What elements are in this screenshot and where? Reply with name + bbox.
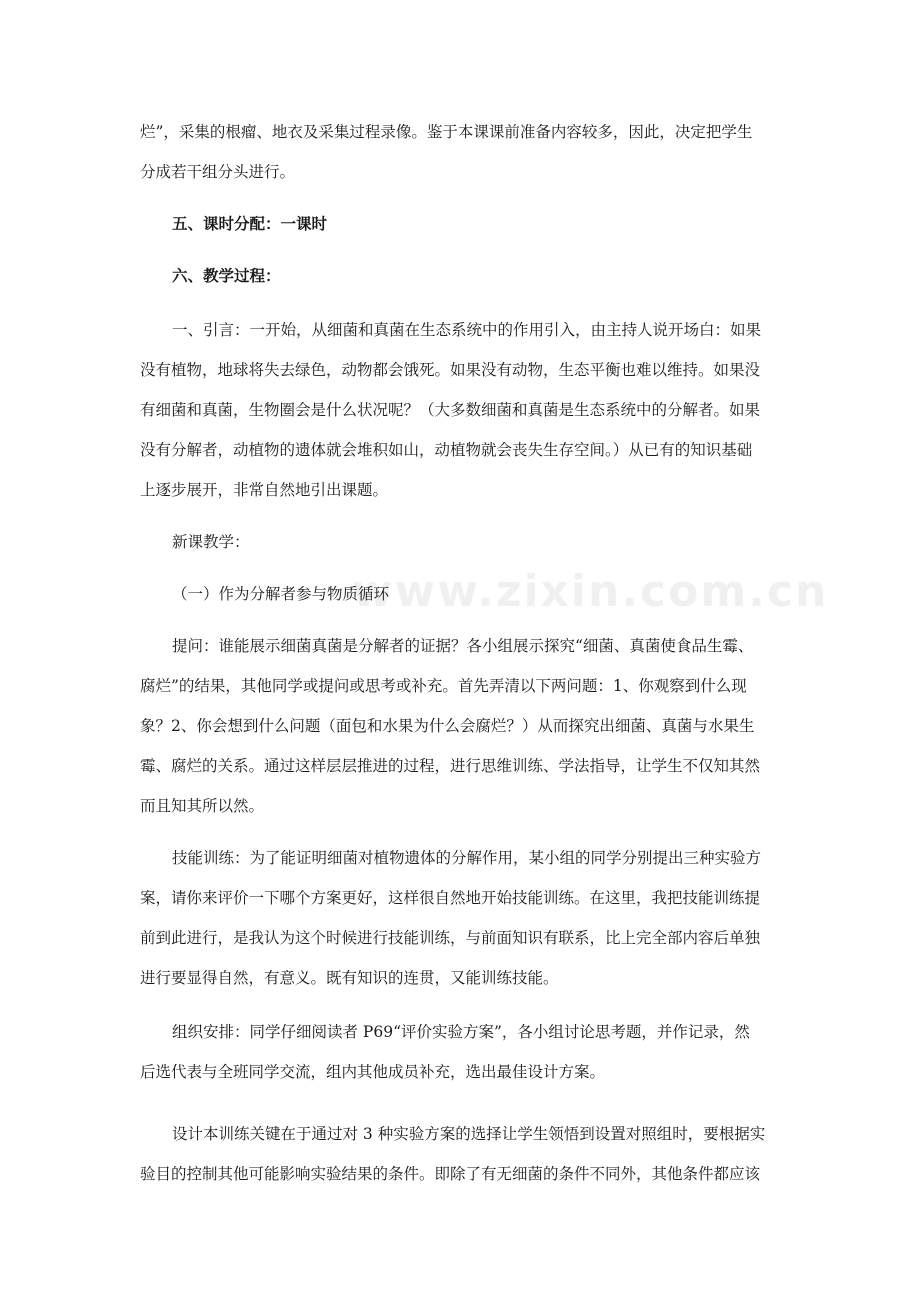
- text-line: 象？2、你会想到什么问题（面包和水果为什么会腐烂？）从而探究出细菌、真菌与水果生: [140, 717, 755, 735]
- paragraph-section-one: （一）作为分解者参与物质循环: [172, 585, 390, 603]
- text-line: 分成若干组分头进行。: [140, 163, 296, 181]
- paragraph-design: [140, 1114, 780, 1194]
- text-line: 没有植物，地球将失去绿色，动物都会饿死。如果没有动物，生态平衡也难以维持。如果没: [140, 361, 761, 379]
- text-line: 设计本训练关键在于通过对 3 种实验方案的选择让学生领悟到设置对照组时，要根据实: [172, 1125, 766, 1143]
- text-line: 进行要显得自然，有意义。既有知识的连贯，又能训练技能。: [140, 969, 559, 987]
- watermark: www.zixin.com.cn: [352, 566, 829, 617]
- paragraph-materials: [140, 112, 780, 192]
- paragraph-question: [140, 626, 780, 826]
- text-line: 一、引言：一开始，从细菌和真菌在生态系统中的作用引入，由主持人说开场白：如果: [172, 321, 762, 339]
- heading-teaching-process: 六、教学过程：: [172, 266, 281, 285]
- text-line: 前到此进行，是我认为这个时候进行技能训练，与前面知识有联系，比上完全部内容后单独: [140, 929, 761, 947]
- paragraph-new-lesson: 新课教学：: [172, 533, 250, 551]
- text-line: 验目的控制其他可能影响实验结果的条件。即除了有无细菌的条件不同外，其他条件都应该: [140, 1165, 761, 1183]
- text-line: 提问：谁能展示细菌真菌是分解者的证据？各小组展示探究“细菌、真菌使食品生霉、: [172, 637, 754, 655]
- heading-lesson-allocation: 五、课时分配：一课时: [172, 214, 328, 233]
- text-line: 腐烂”的结果，其他同学或提问或思考或补充。首先弄清以下两问题：1、你观察到什么现: [140, 677, 747, 695]
- text-line: 有细菌和真菌，生物圈会是什么状况呢？（大多数细菌和真菌是生态系统中的分解者。如果: [140, 401, 761, 419]
- text-line: 上逐步展开，非常自然地引出课题。: [140, 481, 389, 499]
- text-line: 没有分解者，动植物的遗体就会堆积如山，动植物就会丧失生存空间。）从已有的知识基础: [140, 441, 753, 459]
- text-line: 烂”，采集的根瘤、地衣及采集过程录像。鉴于本课课前准备内容较多，因此，决定把学生: [140, 123, 753, 141]
- paragraph-organization: [140, 1012, 780, 1092]
- paragraph-skill-training: [140, 838, 780, 998]
- text-line: 技能训练：为了能证明细菌对植物遗体的分解作用，某小组的同学分别提出三种实验方: [172, 849, 762, 867]
- text-line: 霉、腐烂的关系。通过这样层层推进的过程，进行思维训练、学法指导，让学生不仅知其然: [140, 757, 761, 775]
- text-line: 后选代表与全班同学交流，组内其他成员补充，选出最佳设计方案。: [140, 1063, 606, 1081]
- text-line: 案，请你来评价一下哪个方案更好，这样很自然地开始技能训练。在这里，我把技能训练提: [140, 889, 761, 907]
- text-line: 而且知其所以然。: [140, 797, 265, 815]
- paragraph-introduction: [140, 310, 780, 510]
- text-line: 组织安排：同学仔细阅读者 P69“评价实验方案”，各小组讨论思考题，并作记录，然: [172, 1023, 750, 1041]
